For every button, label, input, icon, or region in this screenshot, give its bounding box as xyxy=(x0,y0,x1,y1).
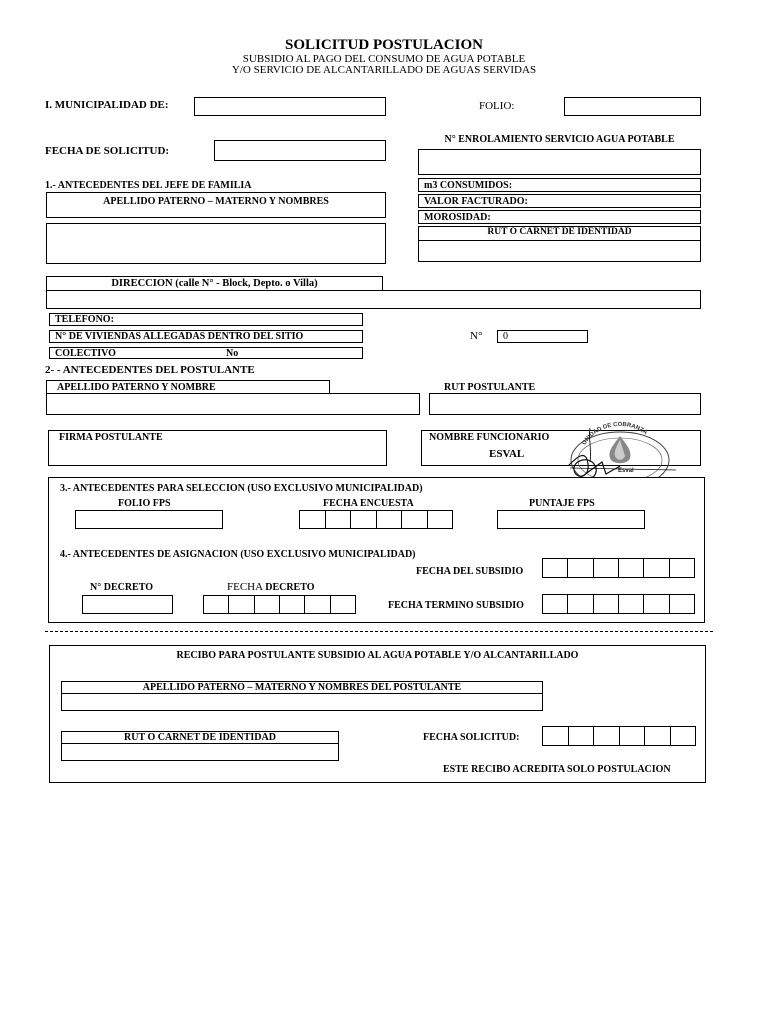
colectivo-label: COLECTIVO xyxy=(55,348,116,359)
section-4-title: 4.- ANTECEDENTES DE ASIGNACION (USO EXCLUSIVO MUNICIPALIDAD) xyxy=(60,549,416,560)
fecha-termino-label: FECHA TERMINO SUBSIDIO xyxy=(388,600,524,611)
morosidad-label: MOROSIDAD: xyxy=(424,212,491,223)
colectivo-value: No xyxy=(226,348,239,359)
recibo-fecha-cells[interactable] xyxy=(542,726,696,746)
fecha-solicitud-label: FECHA DE SOLICITUD: xyxy=(45,145,170,157)
postulante-apellido-field[interactable] xyxy=(46,393,420,415)
stamp-middle-text: Esval xyxy=(618,468,634,474)
postulante-apellido-label: APELLIDO PATERNO Y NOMBRE xyxy=(57,382,216,393)
recibo-fecha-label: FECHA SOLICITUD: xyxy=(423,732,520,743)
numero-decreto-label: N° DECRETO xyxy=(90,582,153,593)
numero-field[interactable] xyxy=(497,330,588,343)
page-title: SOLICITUD POSTULACION xyxy=(285,37,483,53)
valor-label: VALOR FACTURADO: xyxy=(424,196,528,207)
recibo-panel xyxy=(49,645,706,783)
page-subtitle-1: SUBSIDIO AL PAGO DEL CONSUMO DE AGUA POTABLE xyxy=(242,53,526,65)
fecha-subsidio-cells[interactable] xyxy=(542,558,695,578)
enrolamiento-label: N° ENROLAMIENTO SERVICIO AGUA POTABLE xyxy=(444,134,675,145)
recibo-title: RECIBO PARA POSTULANTE SUBSIDIO AL AGUA POTABLE Y/O ALCANTARILLADO xyxy=(176,650,579,661)
jefe-rut-field[interactable] xyxy=(419,240,700,261)
jefe-apellidos-label: APELLIDO PATERNO – MATERNO Y NOMBRES xyxy=(103,196,329,207)
folio-field[interactable] xyxy=(564,97,701,116)
folio-label: FOLIO: xyxy=(479,100,515,112)
recibo-apellidos-field[interactable] xyxy=(61,693,543,711)
postulante-rut-label: RUT POSTULANTE xyxy=(444,382,536,393)
direccion-label: DIRECCION (calle N° - Block, Depto. o Villa) xyxy=(111,278,318,289)
municipalidad-label: I. MUNICIPALIDAD DE: xyxy=(45,99,169,111)
numero-label: N° xyxy=(470,330,483,342)
page-subtitle-2: Y/O SERVICIO DE ALCANTARILLADO DE AGUAS SERVIDAS xyxy=(231,64,537,76)
puntaje-fps-field[interactable] xyxy=(497,510,645,529)
telefono-label: TELEFONO: xyxy=(55,314,114,325)
direccion-field[interactable] xyxy=(46,290,701,309)
cut-line xyxy=(45,631,713,632)
funcionario-value: ESVAL xyxy=(489,448,525,460)
numero-value: 0 xyxy=(503,331,508,342)
section-3-title: 3.- ANTECEDENTES PARA SELECCION (USO EXCLUSIVO MUNICIPALIDAD) xyxy=(60,483,423,494)
jefe-apellidos-field[interactable] xyxy=(46,223,386,264)
jefe-rut-label: RUT O CARNET DE IDENTIDAD xyxy=(487,227,632,237)
fecha-encuesta-label: FECHA ENCUESTA xyxy=(323,498,414,509)
m3-label: m3 CONSUMIDOS: xyxy=(424,180,513,191)
fecha-decreto-cells[interactable] xyxy=(203,595,356,614)
fecha-decreto-label: FECHA DECRETO xyxy=(227,581,315,593)
recibo-rut-field[interactable] xyxy=(61,743,339,761)
fecha-subsidio-label: FECHA DEL SUBSIDIO xyxy=(416,566,524,577)
numero-decreto-field[interactable] xyxy=(82,595,173,614)
section-1-title: 1.- ANTECEDENTES DEL JEFE DE FAMILIA xyxy=(45,180,252,191)
recibo-nota: ESTE RECIBO ACREDITA SOLO POSTULACION xyxy=(443,764,671,775)
fecha-termino-cells[interactable] xyxy=(542,594,695,614)
fecha-solicitud-field[interactable] xyxy=(214,140,386,161)
folio-fps-label: FOLIO FPS xyxy=(118,498,171,509)
viviendas-label: N° DE VIVIENDAS ALLEGADAS DENTRO DEL SITIO xyxy=(55,331,304,342)
stamp-top-text: UNIDAD DE COBRANZA xyxy=(581,421,649,447)
recibo-apellidos-label: APELLIDO PATERNO – MATERNO Y NOMBRES DEL POSTULANTE xyxy=(142,682,462,693)
recibo-rut-label: RUT O CARNET DE IDENTIDAD xyxy=(124,732,276,743)
folio-fps-field[interactable] xyxy=(75,510,223,529)
section-2-title: 2- - ANTECEDENTES DEL POSTULANTE xyxy=(45,364,255,376)
postulante-rut-field[interactable] xyxy=(429,393,701,415)
firma-postulante-label: FIRMA POSTULANTE xyxy=(59,432,163,443)
puntaje-fps-label: PUNTAJE FPS xyxy=(529,498,595,509)
funcionario-label: NOMBRE FUNCIONARIO xyxy=(429,432,550,443)
municipalidad-field[interactable] xyxy=(194,97,386,116)
enrolamiento-field[interactable] xyxy=(419,150,700,174)
fecha-encuesta-cells[interactable] xyxy=(299,510,453,529)
